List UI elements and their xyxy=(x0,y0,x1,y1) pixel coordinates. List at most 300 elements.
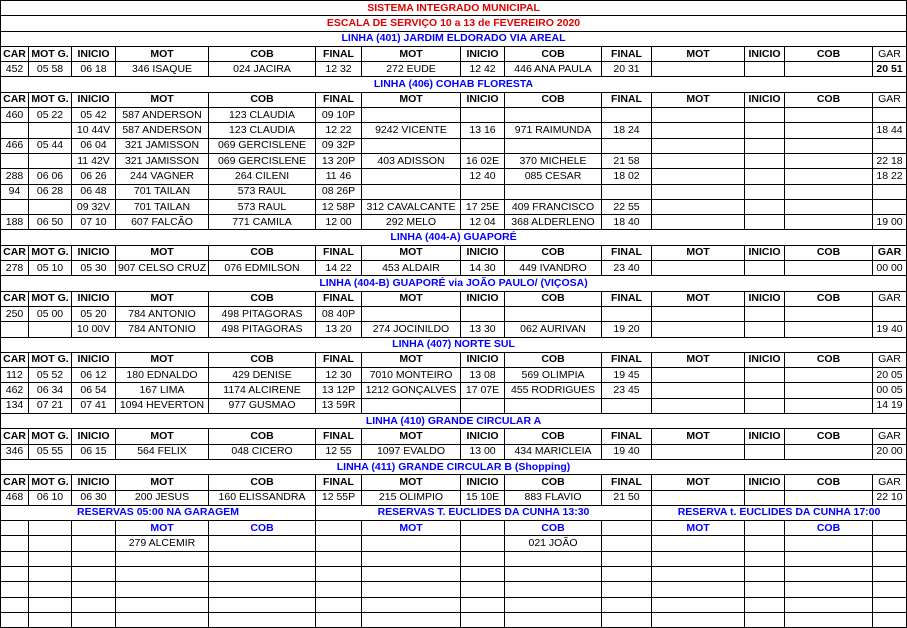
reserves-row xyxy=(1,536,907,551)
column-header: INICIO xyxy=(72,429,116,444)
table-cell: 20 00 xyxy=(873,444,907,459)
reserves-cell xyxy=(461,582,505,597)
table-cell xyxy=(785,108,873,123)
table-cell: 00 00 xyxy=(873,261,907,276)
column-header: INICIO xyxy=(461,475,505,490)
table-row xyxy=(1,153,907,168)
table-cell: 05 10 xyxy=(29,261,72,276)
table-cell: 07 41 xyxy=(72,398,116,413)
table-cell: 607 FALCÃO xyxy=(116,215,209,230)
column-header: GAR xyxy=(873,475,907,490)
table-row xyxy=(1,123,907,138)
column-header: MOT G. xyxy=(29,245,72,260)
table-cell: 06 48 xyxy=(72,184,116,199)
reserves-cell xyxy=(785,612,873,627)
table-cell: 12 42 xyxy=(461,62,505,77)
table-cell xyxy=(652,368,745,383)
column-header: INICIO xyxy=(745,92,785,107)
reserves-label: MOT xyxy=(116,521,209,536)
column-header-row xyxy=(1,429,907,444)
table-row xyxy=(1,398,907,413)
table-cell: 123 CLAUDIA xyxy=(209,108,316,123)
table-cell xyxy=(652,153,745,168)
table-cell: 94 xyxy=(1,184,29,199)
table-cell xyxy=(505,398,602,413)
table-cell xyxy=(652,398,745,413)
subtitle-row xyxy=(1,16,907,31)
reserves-cell xyxy=(209,582,316,597)
table-cell: 180 EDNALDO xyxy=(116,368,209,383)
table-cell xyxy=(652,306,745,321)
table-cell: 587 ANDERSON xyxy=(116,123,209,138)
table-cell: 771 CAMILA xyxy=(209,215,316,230)
table-cell xyxy=(785,184,873,199)
table-cell: 05 30 xyxy=(72,261,116,276)
table-cell xyxy=(873,138,907,153)
line-title-row xyxy=(1,230,907,245)
column-header: GAR xyxy=(873,429,907,444)
reserves-cell xyxy=(461,566,505,581)
reserves-cell xyxy=(1,536,29,551)
column-header: COB xyxy=(785,92,873,107)
table-row xyxy=(1,108,907,123)
reserves-cell xyxy=(745,597,785,612)
reserves-label-row xyxy=(1,521,907,536)
reserves-cell xyxy=(873,582,907,597)
column-header: CAR xyxy=(1,291,29,306)
reserves-cell xyxy=(362,582,461,597)
line-title-row xyxy=(1,459,907,474)
table-cell xyxy=(745,306,785,321)
table-cell: 09 32V xyxy=(72,199,116,214)
table-cell: 18 24 xyxy=(602,123,652,138)
table-cell xyxy=(652,383,745,398)
table-cell: 701 TAILAN xyxy=(116,184,209,199)
reserves-cell xyxy=(602,536,652,551)
table-cell xyxy=(785,62,873,77)
reserves-title: RESERVAS T. EUCLIDES DA CUNHA 13:30 xyxy=(316,505,652,520)
table-cell xyxy=(785,368,873,383)
column-header: FINAL xyxy=(316,475,362,490)
table-cell: 12 40 xyxy=(461,169,505,184)
table-cell: 292 MELO xyxy=(362,215,461,230)
table-cell: 06 04 xyxy=(72,138,116,153)
table-cell xyxy=(362,108,461,123)
column-header: MOT xyxy=(652,429,745,444)
reserves-cell xyxy=(116,566,209,581)
table-cell xyxy=(873,199,907,214)
column-header: MOT xyxy=(362,245,461,260)
table-cell xyxy=(652,490,745,505)
column-header: MOT xyxy=(362,46,461,61)
table-cell: 123 CLAUDIA xyxy=(209,123,316,138)
reserves-cell xyxy=(29,536,72,551)
table-row xyxy=(1,306,907,321)
column-header: MOT xyxy=(116,245,209,260)
table-cell xyxy=(745,138,785,153)
table-cell: 19 40 xyxy=(602,444,652,459)
column-header-row xyxy=(1,245,907,260)
table-cell: 17 07E xyxy=(461,383,505,398)
table-cell xyxy=(745,184,785,199)
reserves-cell xyxy=(29,582,72,597)
table-cell: 1174 ALCIRENE xyxy=(209,383,316,398)
reserves-cell xyxy=(505,612,602,627)
reserves-label: MOT xyxy=(362,521,461,536)
reserves-cell xyxy=(29,597,72,612)
column-header: MOT xyxy=(652,46,745,61)
table-cell: 587 ANDERSON xyxy=(116,108,209,123)
reserves-row xyxy=(1,551,907,566)
table-cell: 06 34 xyxy=(29,383,72,398)
reserves-cell xyxy=(652,566,745,581)
column-header: COB xyxy=(785,46,873,61)
table-cell: 449 IVANDRO xyxy=(505,261,602,276)
table-cell: 455 RODRIGUES xyxy=(505,383,602,398)
column-header: COB xyxy=(505,92,602,107)
column-header: FINAL xyxy=(602,429,652,444)
column-header: INICIO xyxy=(745,245,785,260)
table-row xyxy=(1,322,907,337)
column-header: MOT xyxy=(116,291,209,306)
table-cell: 21 50 xyxy=(602,490,652,505)
column-header: INICIO xyxy=(461,352,505,367)
table-cell xyxy=(602,184,652,199)
table-cell: 22 55 xyxy=(602,199,652,214)
reserves-cell xyxy=(209,566,316,581)
table-cell: 907 CELSO CRUZ xyxy=(116,261,209,276)
reserves-cell xyxy=(362,612,461,627)
table-cell xyxy=(29,153,72,168)
table-row xyxy=(1,261,907,276)
column-header: GAR xyxy=(873,291,907,306)
reserves-cell xyxy=(785,536,873,551)
table-cell: 434 MARICLEIA xyxy=(505,444,602,459)
table-cell xyxy=(785,398,873,413)
column-header: FINAL xyxy=(316,291,362,306)
table-row xyxy=(1,169,907,184)
table-cell xyxy=(745,261,785,276)
table-cell: 19 40 xyxy=(873,322,907,337)
table-cell xyxy=(362,306,461,321)
column-header: MOT xyxy=(116,92,209,107)
table-cell xyxy=(652,184,745,199)
table-cell xyxy=(745,490,785,505)
table-cell xyxy=(652,108,745,123)
column-header: INICIO xyxy=(72,46,116,61)
reserves-cell xyxy=(873,597,907,612)
column-header: FINAL xyxy=(316,46,362,61)
table-cell: 06 30 xyxy=(72,490,116,505)
line-title: LINHA (407) NORTE SUL xyxy=(1,337,907,352)
table-row xyxy=(1,383,907,398)
table-row xyxy=(1,199,907,214)
table-cell: 370 MICHELE xyxy=(505,153,602,168)
column-header: MOT xyxy=(362,475,461,490)
column-header: MOT xyxy=(652,245,745,260)
table-cell: 9242 VICENTE xyxy=(362,123,461,138)
reserves-cell xyxy=(873,551,907,566)
table-cell: 462 xyxy=(1,383,29,398)
table-cell: 13 12P xyxy=(316,383,362,398)
column-header: FINAL xyxy=(602,245,652,260)
table-cell xyxy=(1,199,29,214)
column-header: COB xyxy=(209,352,316,367)
table-cell: 19 45 xyxy=(602,368,652,383)
table-cell xyxy=(1,153,29,168)
reserves-cell xyxy=(785,597,873,612)
reserves-cell xyxy=(602,597,652,612)
reserves-cell xyxy=(316,582,362,597)
column-header: FINAL xyxy=(316,352,362,367)
reserves-cell xyxy=(461,536,505,551)
column-header: GAR xyxy=(873,46,907,61)
table-cell: 569 OLIMPIA xyxy=(505,368,602,383)
reserves-cell: 279 ALCEMIR xyxy=(116,536,209,551)
table-cell: 12 55P xyxy=(316,490,362,505)
column-header: COB xyxy=(209,291,316,306)
table-cell xyxy=(602,138,652,153)
column-header: FINAL xyxy=(316,245,362,260)
reserves-cell xyxy=(29,566,72,581)
table-cell: 244 VAGNER xyxy=(116,169,209,184)
table-cell: 272 EUDE xyxy=(362,62,461,77)
reserves-cell xyxy=(652,536,745,551)
table-cell: 288 xyxy=(1,169,29,184)
reserves-title-row xyxy=(1,505,907,520)
reserves-label xyxy=(1,521,29,536)
table-cell: 453 ALDAIR xyxy=(362,261,461,276)
column-header: COB xyxy=(785,245,873,260)
column-header: COB xyxy=(505,352,602,367)
table-cell: 05 42 xyxy=(72,108,116,123)
reserves-cell xyxy=(602,551,652,566)
table-cell: 17 25E xyxy=(461,199,505,214)
reserves-cell xyxy=(1,566,29,581)
table-cell: 13 00 xyxy=(461,444,505,459)
column-header: INICIO xyxy=(745,429,785,444)
column-header: CAR xyxy=(1,352,29,367)
reserves-cell xyxy=(785,582,873,597)
table-cell: 06 26 xyxy=(72,169,116,184)
table-cell: 368 ALDERLENO xyxy=(505,215,602,230)
table-cell xyxy=(29,199,72,214)
reserves-label xyxy=(745,521,785,536)
table-cell: 14 19 xyxy=(873,398,907,413)
column-header: COB xyxy=(209,475,316,490)
column-header: MOT G. xyxy=(29,429,72,444)
table-cell: 06 15 xyxy=(72,444,116,459)
table-cell xyxy=(785,123,873,138)
table-cell: 573 RAUL xyxy=(209,184,316,199)
column-header: MOT G. xyxy=(29,291,72,306)
table-cell: 08 40P xyxy=(316,306,362,321)
table-cell: 062 AURIVAN xyxy=(505,322,602,337)
table-cell: 06 10 xyxy=(29,490,72,505)
table-cell: 15 10E xyxy=(461,490,505,505)
table-cell: 23 40 xyxy=(602,261,652,276)
table-cell xyxy=(745,322,785,337)
reserves-cell xyxy=(362,566,461,581)
table-cell: 19 20 xyxy=(602,322,652,337)
reserves-cell xyxy=(461,597,505,612)
column-header-row xyxy=(1,291,907,306)
line-title: LINHA (406) COHAB FLORESTA xyxy=(1,77,907,92)
column-header: FINAL xyxy=(316,429,362,444)
column-header: MOT xyxy=(652,352,745,367)
table-cell xyxy=(785,322,873,337)
table-cell: 200 JESUS xyxy=(116,490,209,505)
table-cell xyxy=(785,169,873,184)
reserves-label xyxy=(316,521,362,536)
reserves-cell xyxy=(745,536,785,551)
reserves-label xyxy=(72,521,116,536)
table-cell: 048 CICERO xyxy=(209,444,316,459)
table-cell: 215 OLIMPIO xyxy=(362,490,461,505)
table-cell: 250 xyxy=(1,306,29,321)
reserves-cell xyxy=(29,551,72,566)
reserves-cell xyxy=(873,536,907,551)
table-cell xyxy=(461,138,505,153)
table-cell: 12 00 xyxy=(316,215,362,230)
table-cell xyxy=(745,368,785,383)
column-header: COB xyxy=(505,245,602,260)
table-cell: 07 10 xyxy=(72,215,116,230)
table-cell xyxy=(505,306,602,321)
title-row xyxy=(1,1,907,16)
line-title: LINHA (410) GRANDE CIRCULAR A xyxy=(1,414,907,429)
table-cell xyxy=(745,199,785,214)
reserves-cell xyxy=(652,612,745,627)
table-cell xyxy=(652,444,745,459)
column-header: MOT G. xyxy=(29,46,72,61)
table-cell: 498 PITAGORAS xyxy=(209,322,316,337)
table-cell: 05 55 xyxy=(29,444,72,459)
table-cell: 20 51 xyxy=(873,62,907,77)
table-cell: 1097 EVALDO xyxy=(362,444,461,459)
table-cell: 069 GERCISLENE xyxy=(209,138,316,153)
table-cell: 05 20 xyxy=(72,306,116,321)
reserves-cell xyxy=(785,566,873,581)
column-header: FINAL xyxy=(602,92,652,107)
table-cell: 069 GERCISLENE xyxy=(209,153,316,168)
column-header-row xyxy=(1,92,907,107)
reserves-cell xyxy=(116,582,209,597)
column-header: INICIO xyxy=(72,245,116,260)
column-header: INICIO xyxy=(745,46,785,61)
table-cell: 13 20P xyxy=(316,153,362,168)
table-cell: 346 xyxy=(1,444,29,459)
column-header: MOT G. xyxy=(29,352,72,367)
reserves-cell xyxy=(1,612,29,627)
table-cell: 07 21 xyxy=(29,398,72,413)
line-title: LINHA (411) GRANDE CIRCULAR B (Shopping) xyxy=(1,459,907,474)
table-cell xyxy=(745,215,785,230)
reserves-cell xyxy=(72,551,116,566)
table-cell xyxy=(785,444,873,459)
table-cell xyxy=(785,306,873,321)
column-header: INICIO xyxy=(745,475,785,490)
reserves-label xyxy=(461,521,505,536)
table-cell: 573 RAUL xyxy=(209,199,316,214)
table-cell: 06 12 xyxy=(72,368,116,383)
table-cell xyxy=(652,123,745,138)
table-cell: 466 xyxy=(1,138,29,153)
table-cell xyxy=(362,138,461,153)
table-cell xyxy=(745,153,785,168)
column-header: INICIO xyxy=(461,291,505,306)
reserves-label: COB xyxy=(209,521,316,536)
column-header: MOT G. xyxy=(29,92,72,107)
reserves-cell xyxy=(362,597,461,612)
table-cell: 13 16 xyxy=(461,123,505,138)
table-cell: 18 22 xyxy=(873,169,907,184)
column-header: MOT xyxy=(652,291,745,306)
table-cell: 564 FELIX xyxy=(116,444,209,459)
column-header: COB xyxy=(209,92,316,107)
table-cell: 7010 MONTEIRO xyxy=(362,368,461,383)
reserves-cell xyxy=(116,597,209,612)
reserves-label: MOT xyxy=(652,521,745,536)
table-cell: 05 44 xyxy=(29,138,72,153)
column-header: CAR xyxy=(1,46,29,61)
column-header: MOT xyxy=(116,352,209,367)
table-cell xyxy=(873,184,907,199)
table-cell xyxy=(785,383,873,398)
reserves-cell xyxy=(505,551,602,566)
line-title-row xyxy=(1,31,907,46)
table-cell: 13 08 xyxy=(461,368,505,383)
sheet-subtitle: ESCALA DE SERVIÇO 10 a 13 de FEVEREIRO 2020 xyxy=(1,16,907,31)
column-header: MOT xyxy=(652,475,745,490)
table-cell xyxy=(461,398,505,413)
table-cell xyxy=(652,261,745,276)
table-cell: 13 59R xyxy=(316,398,362,413)
table-cell xyxy=(785,138,873,153)
table-cell: 06 54 xyxy=(72,383,116,398)
table-cell: 06 06 xyxy=(29,169,72,184)
table-cell xyxy=(652,199,745,214)
reserves-cell xyxy=(1,582,29,597)
reserves-cell xyxy=(316,551,362,566)
column-header: INICIO xyxy=(72,475,116,490)
table-cell: 278 xyxy=(1,261,29,276)
table-cell: 05 22 xyxy=(29,108,72,123)
table-cell: 08 26P xyxy=(316,184,362,199)
table-cell: 13 20 xyxy=(316,322,362,337)
table-cell xyxy=(785,261,873,276)
table-cell: 429 DENISE xyxy=(209,368,316,383)
column-header: COB xyxy=(209,245,316,260)
reserves-cell xyxy=(873,566,907,581)
table-cell xyxy=(29,322,72,337)
column-header: CAR xyxy=(1,429,29,444)
table-cell: 22 18 xyxy=(873,153,907,168)
reserves-cell xyxy=(745,582,785,597)
table-cell: 024 JACIRA xyxy=(209,62,316,77)
table-cell xyxy=(505,108,602,123)
column-header: INICIO xyxy=(72,92,116,107)
table-cell: 19 00 xyxy=(873,215,907,230)
table-row xyxy=(1,444,907,459)
table-cell: 21 58 xyxy=(602,153,652,168)
table-cell xyxy=(461,184,505,199)
table-cell: 23 45 xyxy=(602,383,652,398)
reserves-cell xyxy=(602,566,652,581)
table-cell xyxy=(602,398,652,413)
reserves-cell: 021 JOÃO xyxy=(505,536,602,551)
table-cell: 12 22 xyxy=(316,123,362,138)
